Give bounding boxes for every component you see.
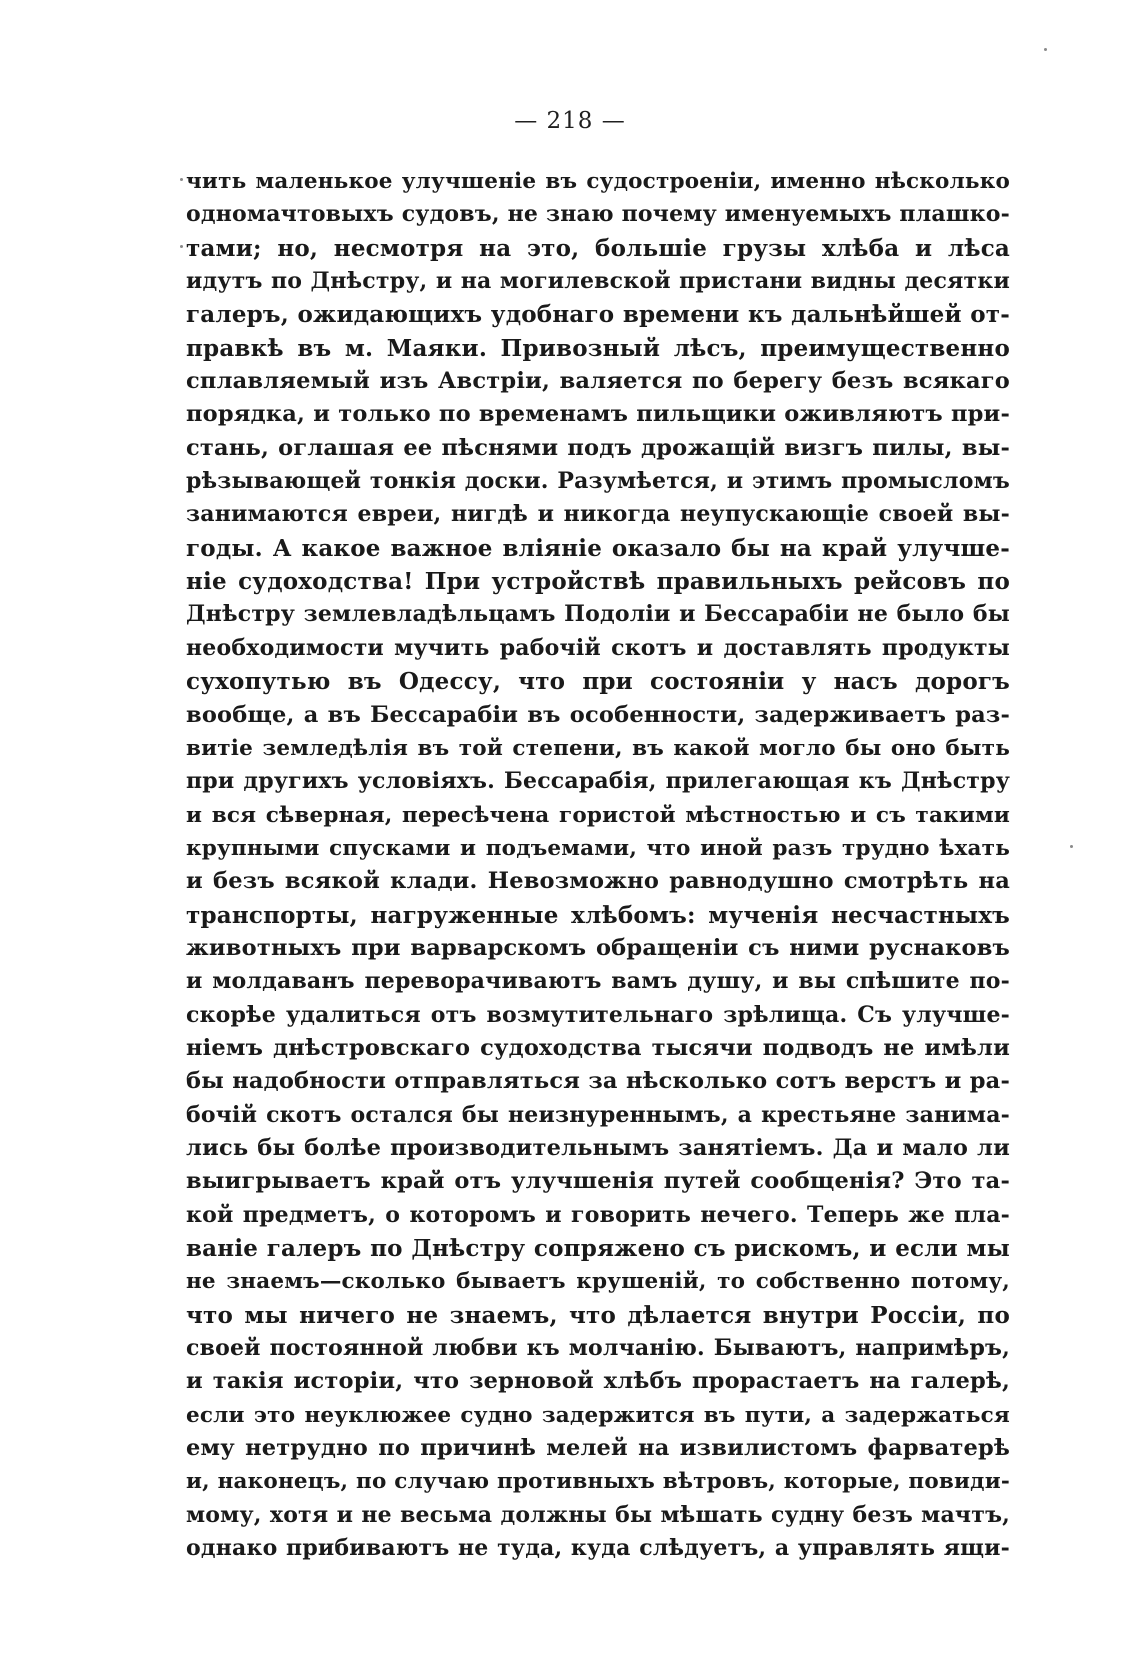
text-line: скорѣе удалиться отъ возмутительнаго зрѣлища. Съ улучше- (186, 1001, 1010, 1028)
text-line: одномачтовыхъ судовъ, не знаю почему именуемыхъ плашко- (186, 201, 1010, 228)
text-line: мому, хотя и не весьма должны бы мѣшать судну безъ мачтъ, (186, 1501, 1010, 1528)
text-line: ніе судоходства! При устройствѣ правильныхъ рейсовъ по (186, 568, 1010, 596)
scan-speck (1044, 48, 1047, 51)
text-line: и вся сѣверная, пересѣчена гористой мѣстностью и съ такими (186, 802, 1010, 828)
text-line: рѣзывающей тонкія доски. Разумѣется, и этимъ промысломъ (186, 468, 1010, 495)
text-line: не знаемъ—сколько бываетъ крушеній, то собственно потому, (186, 1269, 1010, 1295)
text-line: Днѣстру землевладѣльцамъ Подоліи и Бессарабіи не было бы (186, 601, 1010, 628)
text-line: необходимости мучить рабочій скотъ и доставлять продукты (186, 634, 1010, 661)
text-line: крупными спусками и подъемами, что иной разъ трудно ѣхать (186, 835, 1010, 861)
text-line: и молдаванъ переворачиваютъ вамъ душу, и вы спѣшите по- (186, 968, 1010, 995)
text-line: животныхъ при варварскомъ обращеніи съ ними руснаковъ (186, 934, 1010, 961)
text-line: ваніе галеръ по Днѣстру сопряжено съ рискомъ, и если мы (186, 1235, 1010, 1262)
text-line: однако прибиваютъ не туда, куда слѣдуетъ, а управлять ящи- (186, 1535, 1010, 1562)
text-line: своей постоянной любви къ молчанію. Бываютъ, напримѣръ, (186, 1335, 1010, 1362)
text-line: лись бы болѣе производительнымъ занятіемъ. Да и мало ли (186, 1134, 1010, 1161)
text-line: и безъ всякой клади. Невозможно равнодушно смотрѣть на (186, 868, 1010, 895)
text-line: занимаются евреи, нигдѣ и никогда неупускающіе своей вы- (186, 501, 1010, 528)
text-line: бы надобности отправляться за нѣсколько сотъ верстъ и ра- (186, 1068, 1010, 1095)
text-line: идутъ по Днѣстру, и на могилевской пристани видны десятки (186, 268, 1010, 295)
scan-speck (180, 245, 183, 248)
scan-speck (1070, 845, 1073, 848)
text-line: при другихъ условіяхъ. Бессарабія, прилегающая къ Днѣстру (186, 768, 1010, 795)
text-line: чить маленькое улучшеніе въ судостроеніи, именно нѣсколько (186, 169, 1010, 194)
text-line: бочій скотъ остался бы неизнуреннымъ, а крестьяне занима- (186, 1101, 1010, 1128)
text-line: стань, оглашая ее пѣснями подъ дрожащій визгъ пилы, вы- (186, 434, 1010, 461)
text-line: транспорты, нагруженные хлѣбомъ: мученія несчастныхъ (186, 901, 1010, 929)
body-text (186, 165, 1010, 1565)
text-line: порядка, и только по временамъ пильщики оживляютъ при- (186, 401, 1010, 428)
text-line: вообще, а въ Бессарабіи въ особенности, задерживаетъ раз- (186, 701, 1010, 728)
text-line: галеръ, ожидающихъ удобнаго времени къ дальнѣйшей от- (186, 301, 1010, 329)
text-line: ему нетрудно по причинѣ мелей на извилистомъ фарватерѣ (186, 1435, 1010, 1462)
text-line: и, наконецъ, по случаю противныхъ вѣтровъ, которые, повиди- (186, 1469, 1010, 1495)
scan-speck (180, 178, 183, 181)
text-line: сухопутью въ Одессу, что при состояніи у насъ дорогъ (186, 668, 1010, 696)
text-line: что мы ничего не знаемъ, что дѣлается внутри Россіи, по (186, 1301, 1010, 1329)
text-line: кой предметъ, о которомъ и говорить нечего. Теперь же пла- (186, 1201, 1010, 1228)
text-line: правкѣ въ м. Маяки. Привозный лѣсъ, преимущественно (186, 334, 1010, 362)
page-number-header: — 218 — (514, 108, 626, 134)
text-line: тами; но, несмотря на это, большіе грузы хлѣба и лѣса (186, 234, 1010, 262)
text-line: сплавляемый изъ Австріи, валяется по берегу безъ всякаго (186, 368, 1010, 395)
text-line: выигрываетъ край отъ улучшенія путей сообщенія? Это та- (186, 1168, 1010, 1195)
text-line: ніемъ днѣстровскаго судоходства тысячи подводъ не имѣли (186, 1034, 1010, 1061)
text-line: если это неуклюжее судно задержится въ пути, а задержаться (186, 1402, 1010, 1428)
text-line: и такія исторіи, что зерновой хлѣбъ прорастаетъ на галерѣ, (186, 1368, 1010, 1395)
text-line: годы. А какое важное вліяніе оказало бы на край улучше- (186, 534, 1010, 562)
text-line: витіе земледѣлія въ той степени, въ какой могло бы оно быть (186, 735, 1010, 761)
